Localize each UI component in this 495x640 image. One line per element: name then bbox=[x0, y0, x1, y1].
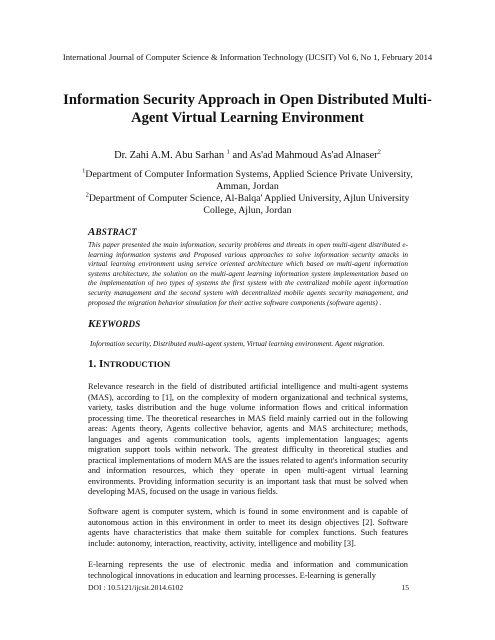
author-1-superscript: 1 bbox=[226, 148, 230, 156]
author-2-superscript: 2 bbox=[377, 148, 381, 156]
affiliation-1-text: Department of Computer Information Systems, Applied Science Private University, Amman, Jordan bbox=[85, 169, 413, 192]
affiliation-1-superscript: 1 bbox=[82, 167, 86, 175]
affiliation-2-superscript: 2 bbox=[85, 191, 89, 199]
keywords-text: Information security, Distributed multi-agent system, Virtual learning environment. Agent migration. bbox=[90, 339, 385, 348]
author-1: Dr. Zahi A.M. Abu Sarhan bbox=[114, 150, 225, 161]
abstract-text: This paper presented the main information, security problems and threats in open multi-agent distributed e-learning information systems and Proposed various approaches to solve information security attacks in virtual learning environment using service oriented architecture which based on multi-agent information systems architecture, the solution on the multi-agent learning information system implementation based on the implementation of two types of systems the first system with the centralized mobile agent information security management and the second system with decentralized mobile agents security management, and proposed the migration behavior simulation for their active software components (software agents) . bbox=[88, 240, 408, 307]
affiliation-2 bbox=[80, 193, 415, 216]
abstract-heading-initial: A bbox=[88, 226, 96, 238]
abstract-heading-rest: BSTRACT bbox=[95, 227, 137, 237]
keywords-heading-rest: EYWORDS bbox=[95, 319, 141, 329]
introduction-paragraph-3: E-learning represents the use of electronic media and information and communication technological innovations in education and learning processes. E-learning is generally bbox=[88, 560, 408, 580]
introduction-heading-rest: NTRODUCTION bbox=[103, 359, 171, 369]
paper-title: Information Security Approach in Open Distributed Multi-Agent Virtual Learning Environment bbox=[63, 92, 432, 126]
keywords-heading-initial: K bbox=[88, 318, 96, 330]
page-number: 15 bbox=[401, 583, 409, 592]
introduction-paragraph-2: Software agent is computer system, which is found in some environment and is capable of autonomous action in this environment in order to meet its design objectives [2]. Software agents have characteristics that make them suitable for complex functions. Such features include: autonomy, interaction, reactivity, activity, intelligence and mobility [3]. bbox=[88, 507, 408, 548]
introduction-heading bbox=[88, 358, 170, 370]
journal-header: International Journal of Computer Science & Information Technology (IJCSIT) Vol 6, No 1, February 2014 bbox=[62, 52, 433, 62]
introduction-heading-number: 1. I bbox=[88, 358, 104, 370]
abstract-heading bbox=[88, 226, 137, 238]
author-line bbox=[40, 150, 455, 161]
affiliation-1 bbox=[80, 169, 415, 192]
introduction-paragraph-1: Relevance research in the field of distributed artificial intelligence and multi-agent systems (MAS), according to [1], on the complexity of modern organizational and technical systems, variety, tasks distribution and the huge volume information flows and critical information processing time. The theoretical researches in MAS field mainly carried out in the following areas: Agents theory, Agents collective behavior, agents and MAS architecture; methods, languages and agents communication tools, agents implementation languages; agents migration support tools within network. The greatest difficulty in theoretical studies and practical implementations of modern MAS are the issues related to agent's information security and information resources, which they operate in open multi-agent virtual learning environments. Providing information security is an important task that must be solved when developing MAS, focused on the usage in various fields. bbox=[88, 382, 408, 496]
footer-doi: DOI : 10.5121/ijcsit.2014.6102 bbox=[88, 583, 184, 592]
keywords-heading bbox=[88, 318, 140, 330]
affiliation-2-text: Department of Computer Science, Al-Balqa' Applied University, Ajlun University College, Ajlun, Jordan bbox=[88, 193, 410, 216]
author-separator: and As'ad Mahmoud As'ad Alnaser bbox=[229, 150, 378, 161]
